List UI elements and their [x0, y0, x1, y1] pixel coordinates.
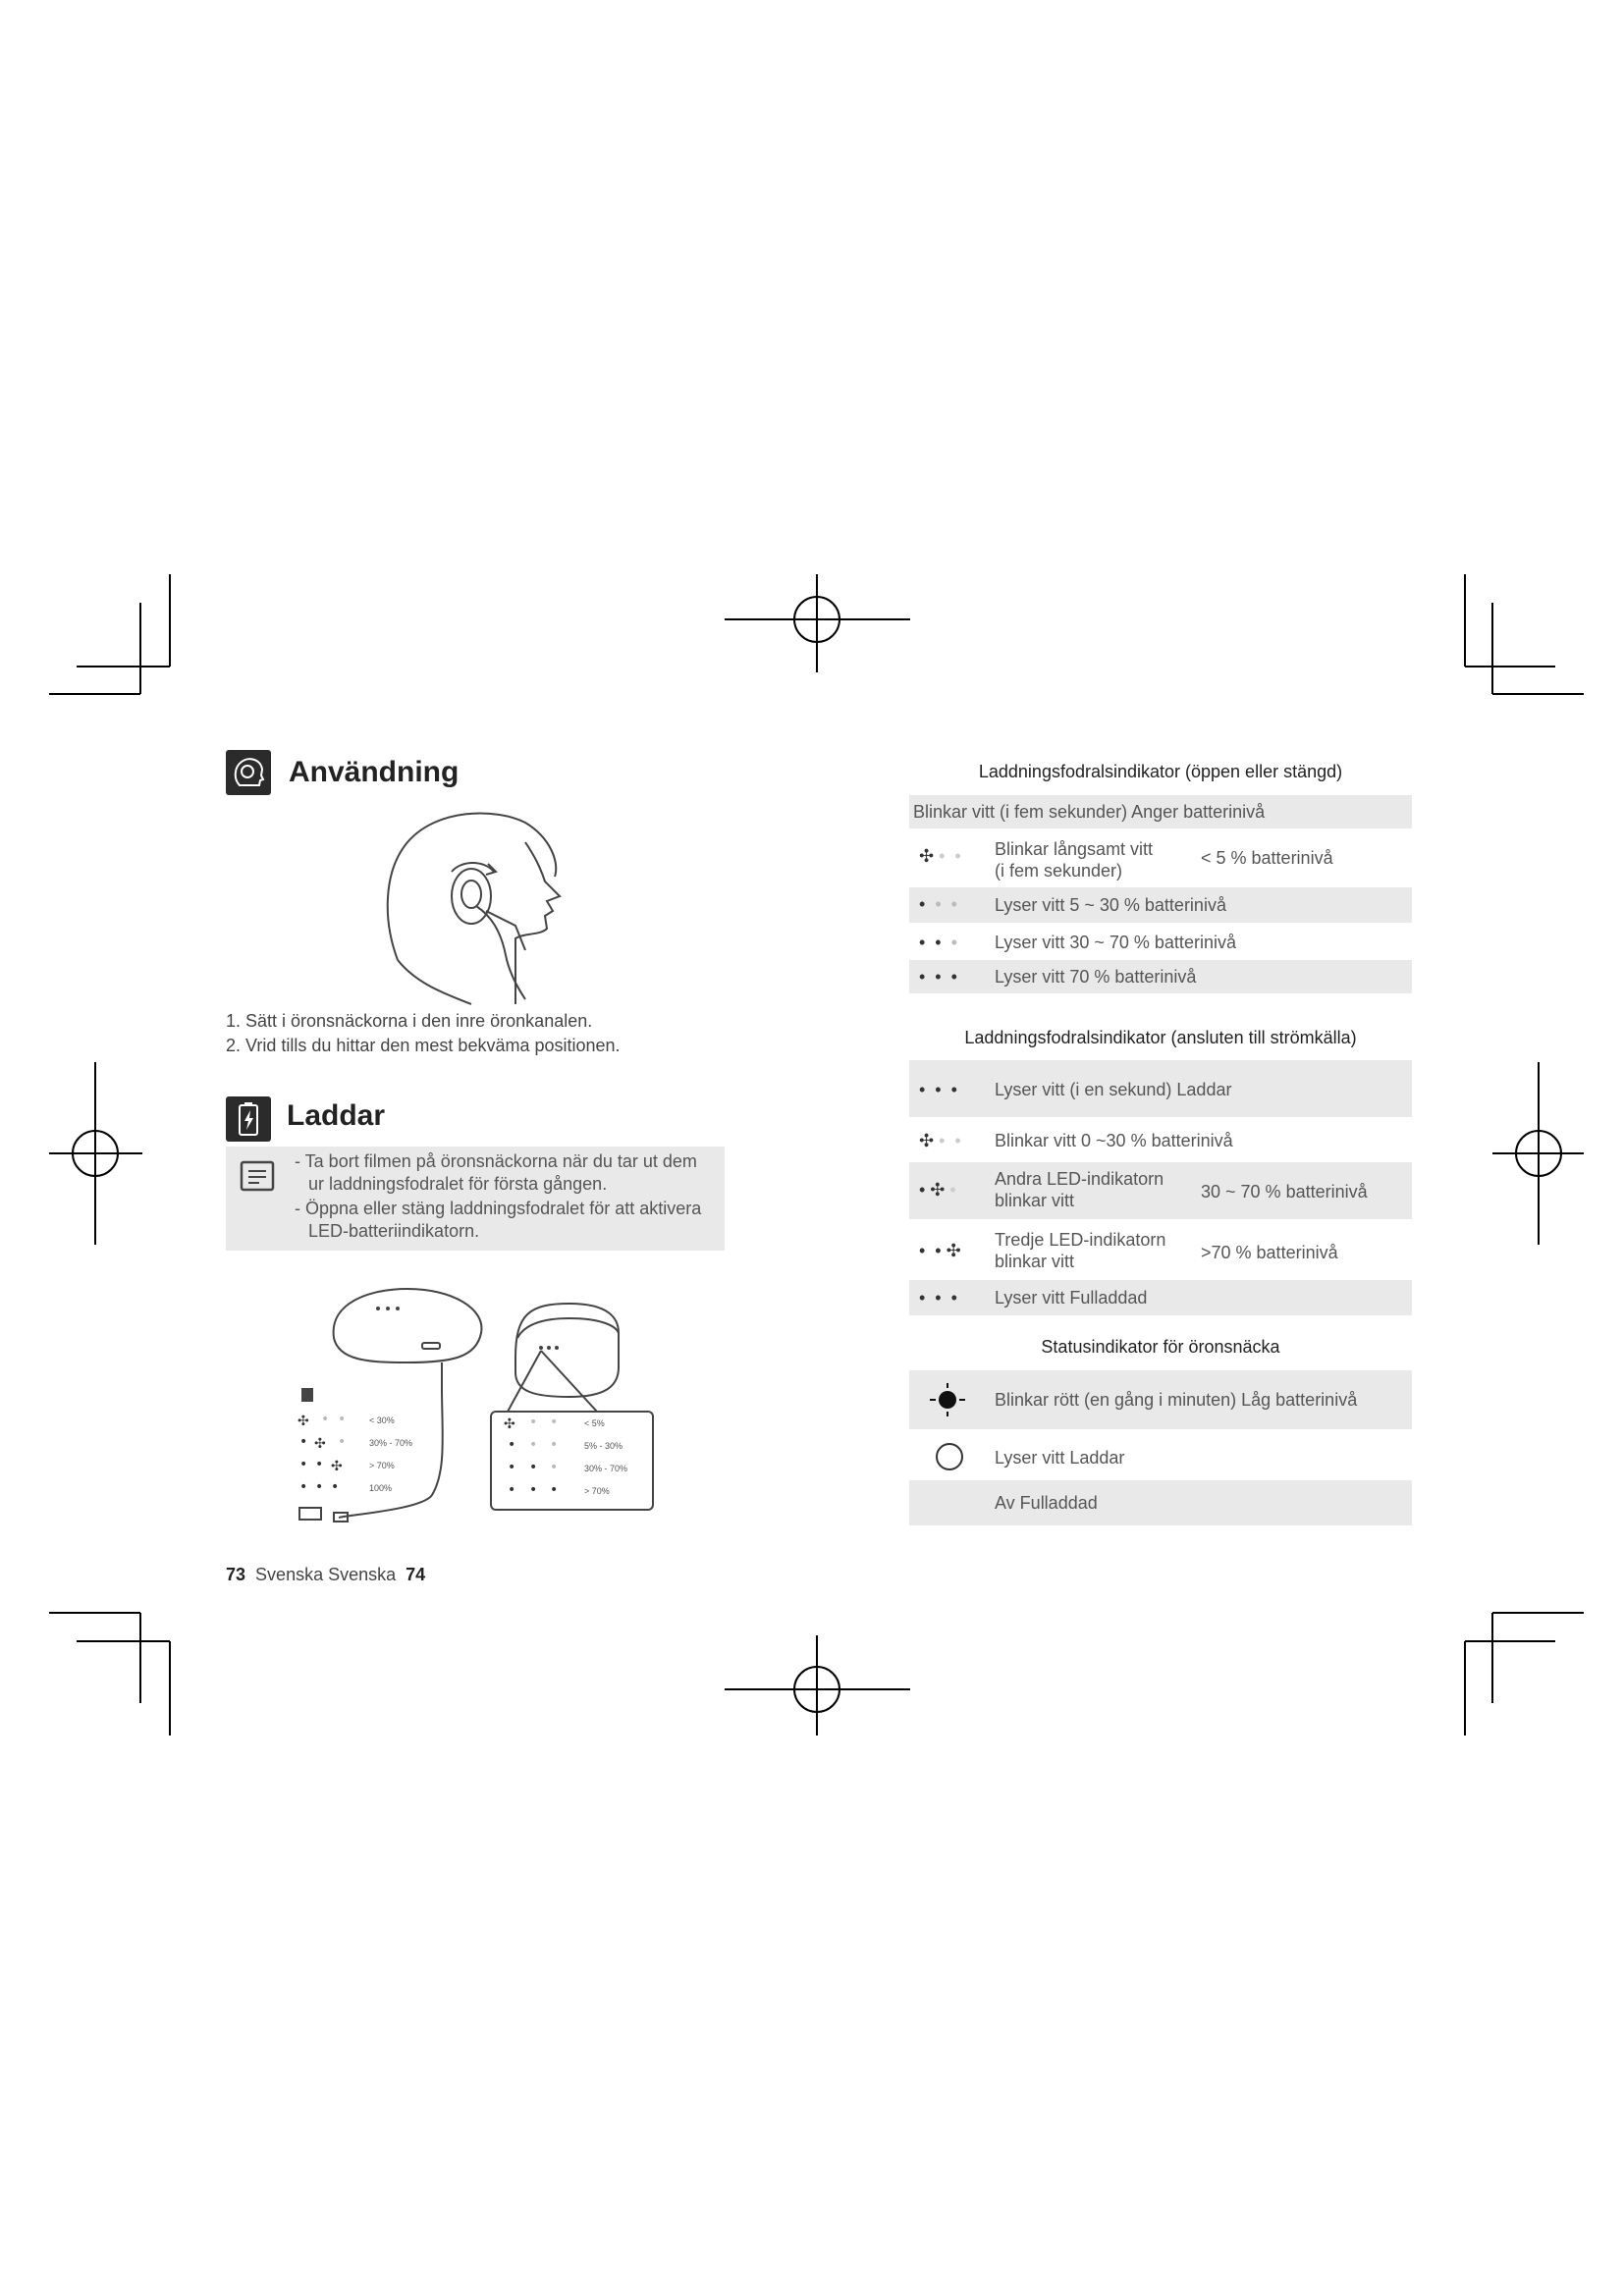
footer-language-left: Svenska [255, 1565, 324, 1584]
row-level: >70 % batterinivå [1201, 1243, 1338, 1262]
row-label-line2: blinkar vitt [995, 1252, 1075, 1271]
earbud-status-title: Statusindikator för öronsnäcka [1041, 1337, 1280, 1357]
svg-text:•: • [529, 1437, 538, 1453]
svg-text:•: • [508, 1460, 516, 1475]
row-label: Blinkar rött (en gång i minuten) Låg batterinivå [995, 1390, 1358, 1410]
led-dots-icon: • • • [919, 933, 957, 952]
earbud-status-row-1 [909, 1370, 1412, 1429]
svg-text:•: • [550, 1482, 559, 1498]
red-led-icon [929, 1382, 966, 1417]
ear-insertion-illustration [378, 803, 574, 1009]
power-indicator-row-1 [909, 1060, 1412, 1117]
charging-case-illustration [290, 1274, 663, 1539]
row-label: Blinkar vitt 0 ~30 % batterinivå [995, 1131, 1233, 1150]
svg-text:•: • [331, 1479, 340, 1495]
usage-section-icon [226, 750, 271, 795]
power-indicator-row-3 [909, 1162, 1412, 1219]
case-indicator-row-2 [909, 887, 1412, 923]
earbud-status-row-2 [909, 1437, 1412, 1476]
led-dots-icon: • • • [919, 967, 957, 987]
case-indicator-header-text: Blinkar vitt (i fem sekunder) Anger batterinivå [913, 802, 1266, 822]
svg-text:•: • [315, 1479, 324, 1495]
left-legend-1: < 30% [369, 1415, 395, 1425]
right-legend-4: > 70% [584, 1486, 610, 1496]
charging-note-2: - Öppna eller stäng laddningsfodralet för att aktivera LED-batteriindikatorn. [308, 1198, 711, 1243]
svg-text:•: • [529, 1482, 538, 1498]
svg-text:✣: ✣ [314, 1436, 326, 1452]
row-label: Av Fulladdad [995, 1493, 1098, 1513]
row-label: Lyser vitt Fulladdad [995, 1288, 1148, 1308]
case-indicator-title: Laddningsfodralsindikator (öppen eller stängd) [978, 762, 1343, 781]
charging-note-1: - Ta bort filmen på öronsnäckorna när du tar ut dem ur laddningsfodralet för första gången. [308, 1150, 711, 1196]
usage-title: Användning [289, 756, 460, 788]
power-indicator-row-5 [909, 1280, 1412, 1315]
right-legend-1: < 5% [584, 1418, 605, 1428]
power-indicator-row-2 [909, 1125, 1412, 1156]
usage-step-2: 2. Vrid tills du hittar den mest bekväma positionen. [226, 1036, 621, 1055]
case-indicator-row-4 [909, 960, 1412, 993]
row-label-line2: blinkar vitt [995, 1191, 1075, 1210]
svg-text:•: • [550, 1415, 559, 1430]
charging-title: Laddar [287, 1099, 386, 1132]
row-label: Lyser vitt Laddar [995, 1448, 1125, 1468]
page-footer [226, 1565, 425, 1585]
svg-text:✣: ✣ [504, 1416, 515, 1432]
svg-text:•: • [321, 1412, 330, 1427]
left-legend-4: 100% [369, 1483, 393, 1493]
page-number-right: 74 [406, 1565, 426, 1584]
case-indicator-header-row [909, 795, 1412, 828]
svg-text:•: • [299, 1457, 308, 1472]
row-label: Lyser vitt (i en sekund) Laddar [995, 1080, 1232, 1099]
row-label: Lyser vitt 30 ~ 70 % batterinivå [995, 933, 1236, 952]
earbud-status-row-3 [909, 1480, 1412, 1525]
right-legend-3: 30% - 70% [584, 1464, 628, 1473]
left-legend-2: 30% - 70% [369, 1438, 413, 1448]
row-level: < 5 % batterinivå [1201, 848, 1333, 868]
charging-note-box [226, 1147, 725, 1251]
svg-text:•: • [299, 1434, 308, 1450]
case-indicator-row-3 [909, 927, 1412, 958]
page-number-left: 73 [226, 1565, 246, 1584]
led-dots-icon: • • • [919, 894, 957, 914]
svg-text:•: • [338, 1412, 347, 1427]
row-label: Lyser vitt 5 ~ 30 % batterinivå [995, 895, 1226, 915]
row-label-line2: (i fem sekunder) [995, 861, 1123, 881]
right-legend-2: 5% - 30% [584, 1441, 623, 1451]
row-level: 30 ~ 70 % batterinivå [1201, 1182, 1368, 1201]
svg-text:•: • [508, 1437, 516, 1453]
power-indicator-row-4 [909, 1223, 1412, 1278]
battery-section-icon [226, 1096, 271, 1142]
svg-text:•: • [315, 1457, 324, 1472]
note-icon [240, 1160, 275, 1192]
led-dots-icon: ✣ • • [919, 846, 961, 866]
led-dots-icon: • • • [919, 1288, 957, 1308]
row-label: Andra LED-indikatorn [995, 1169, 1164, 1189]
led-dots-icon: • ✣ • [919, 1180, 956, 1200]
svg-text:✣: ✣ [331, 1459, 343, 1474]
left-legend-3: > 70% [369, 1461, 395, 1470]
svg-text:•: • [529, 1460, 538, 1475]
usage-step-1: 1. Sätt i öronsnäckorna i den inre öronkanalen. [226, 1011, 593, 1031]
row-label: Tredje LED-indikatorn [995, 1230, 1166, 1250]
svg-text:•: • [299, 1479, 308, 1495]
svg-text:•: • [550, 1437, 559, 1453]
svg-text:•: • [529, 1415, 538, 1430]
svg-text:✣: ✣ [298, 1414, 309, 1429]
usage-steps [226, 1009, 621, 1058]
led-dots-icon: ✣ • • [919, 1131, 961, 1150]
led-dots-icon: • • ✣ [919, 1241, 961, 1260]
svg-text:•: • [508, 1482, 516, 1498]
row-label: Lyser vitt 70 % batterinivå [995, 967, 1197, 987]
case-indicator-row-1 [909, 834, 1412, 883]
led-dots-icon: • • • [919, 1080, 957, 1099]
row-label: Blinkar långsamt vitt [995, 839, 1154, 859]
footer-language-right: Svenska [328, 1565, 397, 1584]
svg-text:•: • [338, 1434, 347, 1450]
white-led-icon [935, 1442, 964, 1471]
case-power-indicator-title: Laddningsfodralsindikator (ansluten till strömkälla) [964, 1028, 1357, 1047]
svg-text:•: • [550, 1460, 559, 1475]
